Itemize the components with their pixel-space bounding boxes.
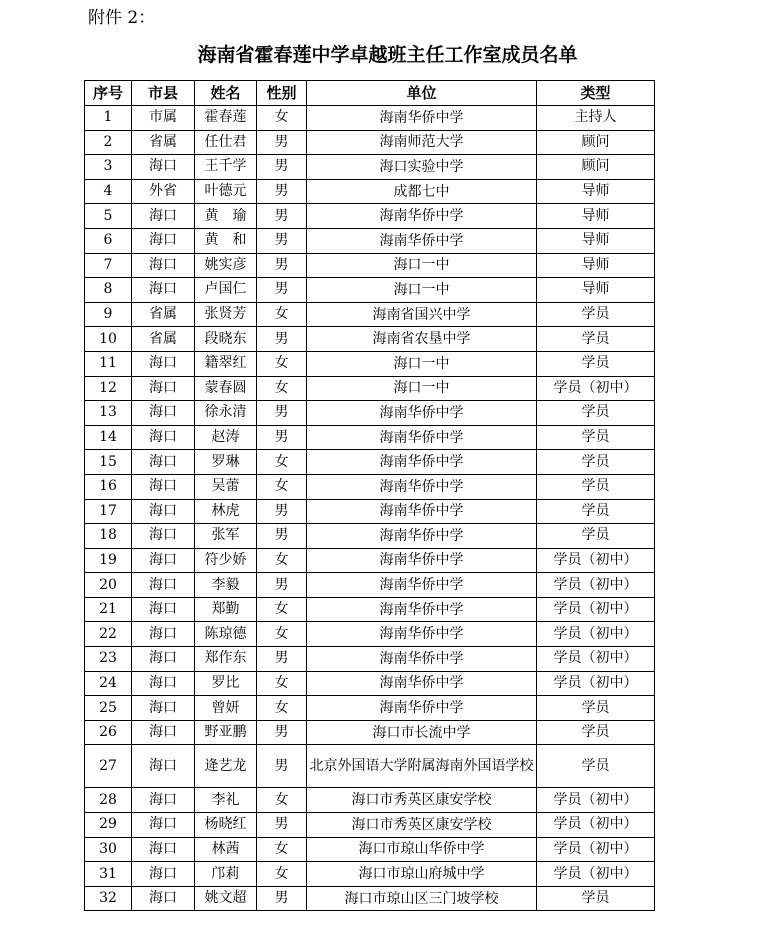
cell-unit: 海口市琼山府城中学 xyxy=(307,862,537,887)
cell-unit: 海南华侨中学 xyxy=(307,450,537,475)
cell-type: 主持人 xyxy=(537,106,655,131)
table-row xyxy=(85,720,655,745)
cell-unit: 海南华侨中学 xyxy=(307,204,537,229)
cell-type: 学员 xyxy=(537,886,655,911)
table-row xyxy=(85,450,655,475)
table-row xyxy=(85,862,655,887)
cell-name: 吴蕾 xyxy=(195,474,257,499)
cell-gender: 男 xyxy=(257,745,307,788)
cell-type: 学员 xyxy=(537,745,655,788)
cell-type: 学员 xyxy=(537,474,655,499)
cell-number: 19 xyxy=(85,548,132,573)
cell-city: 海口 xyxy=(132,548,195,573)
cell-type: 学员 xyxy=(537,450,655,475)
cell-number: 27 xyxy=(85,745,132,788)
cell-type: 学员 xyxy=(537,425,655,450)
cell-gender: 男 xyxy=(257,401,307,426)
cell-gender: 男 xyxy=(257,813,307,838)
table-row xyxy=(85,548,655,573)
cell-name: 杨晓红 xyxy=(195,813,257,838)
cell-name: 叶德元 xyxy=(195,179,257,204)
table-row xyxy=(85,813,655,838)
cell-number: 2 xyxy=(85,130,132,155)
column-header-gender: 性别 xyxy=(257,81,307,106)
cell-gender: 女 xyxy=(257,302,307,327)
cell-unit: 海南华侨中学 xyxy=(307,524,537,549)
cell-city: 海口 xyxy=(132,450,195,475)
cell-city: 海口 xyxy=(132,228,195,253)
cell-city: 海口 xyxy=(132,696,195,721)
table-row xyxy=(85,745,655,788)
cell-unit: 海南华侨中学 xyxy=(307,573,537,598)
attachment-label: 附件 2： xyxy=(88,8,156,28)
cell-gender: 男 xyxy=(257,130,307,155)
cell-name: 王千学 xyxy=(195,155,257,180)
cell-number: 29 xyxy=(85,813,132,838)
cell-gender: 男 xyxy=(257,886,307,911)
cell-gender: 男 xyxy=(257,524,307,549)
table-row xyxy=(85,524,655,549)
cell-gender: 男 xyxy=(257,204,307,229)
column-header-city: 市县 xyxy=(132,81,195,106)
cell-type: 学员（初中） xyxy=(537,813,655,838)
cell-type: 学员（初中） xyxy=(537,573,655,598)
cell-city: 海口 xyxy=(132,401,195,426)
cell-type: 学员（初中） xyxy=(537,597,655,622)
cell-unit: 海南华侨中学 xyxy=(307,671,537,696)
cell-city: 海口 xyxy=(132,474,195,499)
cell-gender: 女 xyxy=(257,548,307,573)
cell-name: 邝莉 xyxy=(195,862,257,887)
cell-unit: 海南华侨中学 xyxy=(307,474,537,499)
cell-unit: 海口市琼山华侨中学 xyxy=(307,837,537,862)
cell-number: 12 xyxy=(85,376,132,401)
table-row xyxy=(85,886,655,911)
cell-city: 海口 xyxy=(132,376,195,401)
cell-type: 导师 xyxy=(537,228,655,253)
cell-number: 25 xyxy=(85,696,132,721)
cell-gender: 女 xyxy=(257,622,307,647)
cell-unit: 海南华侨中学 xyxy=(307,622,537,647)
cell-type: 学员（初中） xyxy=(537,671,655,696)
cell-number: 1 xyxy=(85,106,132,131)
cell-city: 海口 xyxy=(132,671,195,696)
cell-type: 导师 xyxy=(537,253,655,278)
cell-city: 省属 xyxy=(132,327,195,352)
cell-name: 罗比 xyxy=(195,671,257,696)
cell-name: 林茜 xyxy=(195,837,257,862)
cell-unit: 海南省农垦中学 xyxy=(307,327,537,352)
cell-name: 徐永清 xyxy=(195,401,257,426)
cell-city: 海口 xyxy=(132,622,195,647)
cell-name: 曾妍 xyxy=(195,696,257,721)
cell-unit: 海南华侨中学 xyxy=(307,548,537,573)
cell-number: 26 xyxy=(85,720,132,745)
cell-unit: 海口一中 xyxy=(307,376,537,401)
cell-unit: 海南师范大学 xyxy=(307,130,537,155)
table-row xyxy=(85,401,655,426)
cell-type: 学员 xyxy=(537,524,655,549)
cell-name: 赵涛 xyxy=(195,425,257,450)
cell-unit: 海口一中 xyxy=(307,351,537,376)
table-row xyxy=(85,622,655,647)
cell-city: 省属 xyxy=(132,302,195,327)
cell-city: 海口 xyxy=(132,886,195,911)
cell-number: 32 xyxy=(85,886,132,911)
cell-number: 11 xyxy=(85,351,132,376)
cell-type: 学员（初中） xyxy=(537,548,655,573)
cell-number: 7 xyxy=(85,253,132,278)
cell-name: 逄艺龙 xyxy=(195,745,257,788)
cell-unit: 海南省国兴中学 xyxy=(307,302,537,327)
cell-city: 海口 xyxy=(132,862,195,887)
cell-gender: 女 xyxy=(257,474,307,499)
cell-name: 野亚鹏 xyxy=(195,720,257,745)
table-row xyxy=(85,327,655,352)
cell-gender: 女 xyxy=(257,862,307,887)
table-row xyxy=(85,228,655,253)
cell-unit: 海口市琼山区三门坡学校 xyxy=(307,886,537,911)
table-row xyxy=(85,376,655,401)
cell-type: 学员 xyxy=(537,720,655,745)
cell-city: 海口 xyxy=(132,745,195,788)
cell-type: 学员（初中） xyxy=(537,376,655,401)
cell-type: 学员（初中） xyxy=(537,837,655,862)
cell-type: 学员 xyxy=(537,351,655,376)
cell-city: 市属 xyxy=(132,106,195,131)
cell-city: 省属 xyxy=(132,130,195,155)
cell-city: 外省 xyxy=(132,179,195,204)
cell-type: 学员（初中） xyxy=(537,862,655,887)
cell-gender: 女 xyxy=(257,106,307,131)
cell-number: 20 xyxy=(85,573,132,598)
cell-number: 9 xyxy=(85,302,132,327)
column-header-number: 序号 xyxy=(85,81,132,106)
cell-gender: 男 xyxy=(257,228,307,253)
cell-city: 海口 xyxy=(132,788,195,813)
cell-city: 海口 xyxy=(132,647,195,672)
cell-unit: 海口市长流中学 xyxy=(307,720,537,745)
cell-type: 学员 xyxy=(537,499,655,524)
cell-unit: 海口一中 xyxy=(307,253,537,278)
cell-gender: 男 xyxy=(257,327,307,352)
cell-type: 学员（初中） xyxy=(537,622,655,647)
cell-unit: 成都七中 xyxy=(307,179,537,204)
table-row xyxy=(85,474,655,499)
cell-unit: 海南华侨中学 xyxy=(307,597,537,622)
column-header-name: 姓名 xyxy=(195,81,257,106)
cell-number: 8 xyxy=(85,278,132,303)
cell-gender: 男 xyxy=(257,155,307,180)
table-body xyxy=(85,106,655,911)
cell-number: 24 xyxy=(85,671,132,696)
cell-unit: 海口市秀英区康安学校 xyxy=(307,813,537,838)
cell-city: 海口 xyxy=(132,204,195,229)
cell-name: 李礼 xyxy=(195,788,257,813)
table-row xyxy=(85,302,655,327)
cell-number: 15 xyxy=(85,450,132,475)
cell-name: 李毅 xyxy=(195,573,257,598)
cell-unit: 海口一中 xyxy=(307,278,537,303)
cell-number: 18 xyxy=(85,524,132,549)
cell-city: 海口 xyxy=(132,278,195,303)
cell-number: 14 xyxy=(85,425,132,450)
member-roster-table xyxy=(84,80,655,911)
table-header-row xyxy=(85,81,655,106)
table-row xyxy=(85,130,655,155)
cell-name: 蒙春圆 xyxy=(195,376,257,401)
table-row xyxy=(85,425,655,450)
cell-gender: 男 xyxy=(257,278,307,303)
cell-name: 郑勤 xyxy=(195,597,257,622)
cell-city: 海口 xyxy=(132,499,195,524)
cell-gender: 女 xyxy=(257,597,307,622)
table-row xyxy=(85,499,655,524)
cell-type: 顾问 xyxy=(537,130,655,155)
cell-unit: 海南华侨中学 xyxy=(307,425,537,450)
cell-name: 籍翠红 xyxy=(195,351,257,376)
cell-name: 姚实彦 xyxy=(195,253,257,278)
cell-number: 31 xyxy=(85,862,132,887)
cell-number: 17 xyxy=(85,499,132,524)
cell-gender: 男 xyxy=(257,647,307,672)
cell-name: 张贤芳 xyxy=(195,302,257,327)
cell-gender: 女 xyxy=(257,671,307,696)
table-row xyxy=(85,204,655,229)
cell-gender: 女 xyxy=(257,351,307,376)
cell-gender: 男 xyxy=(257,253,307,278)
cell-type: 学员 xyxy=(537,696,655,721)
table-row xyxy=(85,155,655,180)
cell-unit: 海南华侨中学 xyxy=(307,106,537,131)
cell-city: 海口 xyxy=(132,351,195,376)
cell-unit: 海口市秀英区康安学校 xyxy=(307,788,537,813)
cell-gender: 女 xyxy=(257,450,307,475)
cell-city: 海口 xyxy=(132,597,195,622)
cell-number: 5 xyxy=(85,204,132,229)
document-title: 海南省霍春莲中学卓越班主任工作室成员名单 xyxy=(197,44,578,66)
cell-name: 段晓东 xyxy=(195,327,257,352)
cell-city: 海口 xyxy=(132,837,195,862)
cell-number: 3 xyxy=(85,155,132,180)
table-row xyxy=(85,179,655,204)
cell-number: 13 xyxy=(85,401,132,426)
cell-name: 林虎 xyxy=(195,499,257,524)
cell-type: 学员 xyxy=(537,302,655,327)
cell-type: 导师 xyxy=(537,204,655,229)
table-row xyxy=(85,647,655,672)
cell-number: 10 xyxy=(85,327,132,352)
cell-gender: 男 xyxy=(257,425,307,450)
cell-name: 张军 xyxy=(195,524,257,549)
cell-number: 28 xyxy=(85,788,132,813)
cell-gender: 男 xyxy=(257,573,307,598)
cell-city: 海口 xyxy=(132,813,195,838)
cell-number: 23 xyxy=(85,647,132,672)
cell-type: 学员 xyxy=(537,401,655,426)
cell-name: 卢国仁 xyxy=(195,278,257,303)
cell-gender: 男 xyxy=(257,720,307,745)
table-row xyxy=(85,253,655,278)
cell-number: 16 xyxy=(85,474,132,499)
table-row xyxy=(85,597,655,622)
cell-name: 姚文超 xyxy=(195,886,257,911)
table-row xyxy=(85,106,655,131)
cell-gender: 男 xyxy=(257,179,307,204)
cell-city: 海口 xyxy=(132,573,195,598)
cell-unit: 海南华侨中学 xyxy=(307,647,537,672)
cell-type: 学员 xyxy=(537,327,655,352)
cell-name: 郑作东 xyxy=(195,647,257,672)
cell-city: 海口 xyxy=(132,425,195,450)
cell-name: 任仕君 xyxy=(195,130,257,155)
cell-unit: 海南华侨中学 xyxy=(307,499,537,524)
cell-gender: 男 xyxy=(257,499,307,524)
cell-gender: 女 xyxy=(257,376,307,401)
cell-gender: 女 xyxy=(257,837,307,862)
cell-number: 22 xyxy=(85,622,132,647)
cell-name: 符少娇 xyxy=(195,548,257,573)
cell-unit: 海南华侨中学 xyxy=(307,228,537,253)
cell-unit: 海南华侨中学 xyxy=(307,696,537,721)
cell-city: 海口 xyxy=(132,253,195,278)
column-header-unit: 单位 xyxy=(307,81,537,106)
cell-type: 导师 xyxy=(537,278,655,303)
cell-gender: 女 xyxy=(257,788,307,813)
cell-unit: 海南华侨中学 xyxy=(307,401,537,426)
cell-type: 顾问 xyxy=(537,155,655,180)
cell-name: 黄 瑜 xyxy=(195,204,257,229)
cell-type: 学员（初中） xyxy=(537,647,655,672)
cell-number: 4 xyxy=(85,179,132,204)
table-row xyxy=(85,351,655,376)
table-row xyxy=(85,696,655,721)
cell-gender: 女 xyxy=(257,696,307,721)
cell-unit: 海口实验中学 xyxy=(307,155,537,180)
cell-name: 陈琼德 xyxy=(195,622,257,647)
table-row xyxy=(85,788,655,813)
cell-city: 海口 xyxy=(132,524,195,549)
cell-unit: 北京外国语大学附属海南外国语学校 xyxy=(307,745,537,788)
cell-city: 海口 xyxy=(132,720,195,745)
cell-number: 6 xyxy=(85,228,132,253)
cell-number: 30 xyxy=(85,837,132,862)
cell-number: 21 xyxy=(85,597,132,622)
table-row xyxy=(85,837,655,862)
cell-type: 学员（初中） xyxy=(537,788,655,813)
table-row xyxy=(85,278,655,303)
column-header-type: 类型 xyxy=(537,81,655,106)
table-row xyxy=(85,573,655,598)
cell-name: 霍春莲 xyxy=(195,106,257,131)
cell-type: 导师 xyxy=(537,179,655,204)
table-row xyxy=(85,671,655,696)
cell-city: 海口 xyxy=(132,155,195,180)
cell-name: 黄 和 xyxy=(195,228,257,253)
cell-name: 罗琳 xyxy=(195,450,257,475)
